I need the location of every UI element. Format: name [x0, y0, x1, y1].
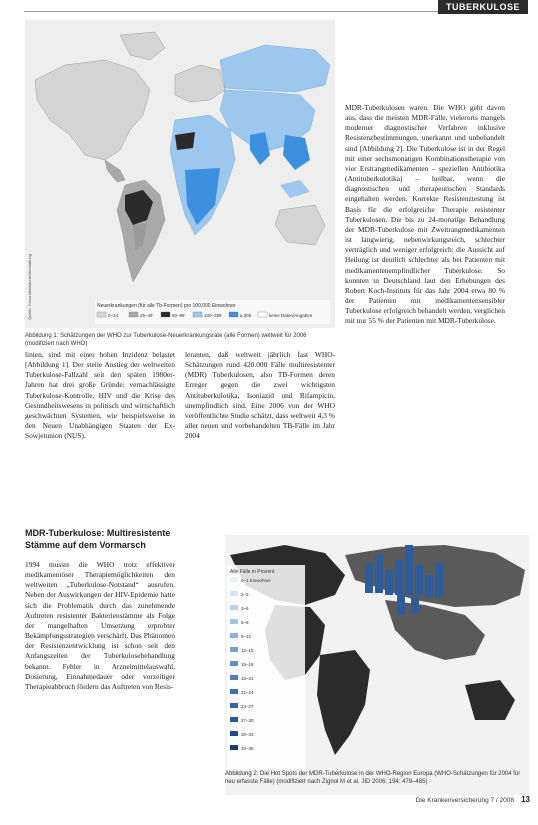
column-right-top [345, 103, 505, 498]
figure2-legend-bin: 18–21 [241, 676, 254, 681]
figure2-legend-bin: 15–18 [241, 662, 254, 667]
column-section2 [25, 560, 175, 792]
column-middle-top [185, 350, 335, 500]
figure2-legend-bin: 30–33 [241, 732, 254, 737]
figure1-legend-bin: 0–24 [108, 313, 119, 318]
figure2-legend-bin: 21–24 [241, 690, 254, 695]
figure1-caption: Abbildung 1: Schätzungen der WHO zur Tuberkulose-Neuerkrankungsrate (alle Formen) weltweit für 2006 (modifiziert nach WHO) [25, 333, 307, 347]
figure2-legend-bin: 0–1 Einwohner [241, 578, 272, 583]
figure2-legend-bin: 24–27 [241, 704, 254, 709]
paragraph: MDR-Tuberkulosen waren. Die WHO geht davon aus, dass die meisten MDR-Fälle, vielerorts mangels moderner diagnostischer Verfahren inklusive Resistenzbestimmungen, unerkannt und unbehandelt sind [Abbildung 2]. Die Tuberkulose ist in der Regel mit einer sechsmonatigen Kombinationstherapie von vier Erstrangmedikamenten – speziellen Antibiotika (Antituberkulotika) – heilbar, wenn die diagnostischen und therapeutischen Standards eingehalten werden. Korrekte Resistenztestung ist Basis für die erfolgreiche Therapie resistenter Tuberkulosen. Die bis zu 24-monatige Behandlung der MDR-Tuberkulose mit Zweitrangmedikamenten ist langwierig, nebenwirkungsreich, schlechter verträglich und weniger erfolgreich: die Aussicht auf Heilung ist deutlich schlechter als bei Patienten mit medikamentenempfindlicher Tuberkulose. So konnten in Deutschland laut den Erhebungen des Robert Koch-Instituts für das Jahr 2004 etwa 80 % der Patienten mit medikamentensensibler Tuberkulose erfolgreich behandelt werden, verglichen mit nur 55 % der Patienten mit MDR-Tuberkulose. [345, 103, 505, 326]
figure1-legend-bin: keine Daten/Angaben [269, 313, 313, 318]
figure2-legend-bin: 3–6 [241, 606, 249, 611]
column-left-top [25, 350, 175, 500]
figure2-legend-bin: 27–30 [241, 718, 254, 723]
figure2-legend-bin: 6–9 [241, 620, 249, 625]
section2-heading: MDR-Tuberkulose: Multiresistente Stämme auf dem Vormarsch [25, 528, 171, 550]
paragraph: linien, sind mit einer hohen Inzidenz belastet [Abbildung 1]. Der steile Anstieg der weltweiten Tuberkulose-Fallzahl seit den späten 1980er-Jahren hat drei große Gründe: vernachlässigte Tuberkulose-Kontrolle, HIV und die Krise des Gesundheitswesens in politisch und wirtschaftlich geschwächten Systemen, wie beispielsweise in den Neuen Unabhängigen Staaten der Ex-Sowjetunion (NUS). [25, 350, 175, 441]
page-number: 13 [521, 795, 530, 804]
figure2-caption: Abbildung 2: Die Hot Spots der MDR-Tuberkulose in der WHO-Region Europa (WHO-Schätzungen für 2004 für neu erfasste Fälle) (modifiziert nach Zignol M et al. JID 2006; 194: 479–485) [225, 771, 521, 785]
figure1-legend-bin: ≥ 300 [240, 313, 252, 318]
page-footer [0, 795, 538, 808]
figure2-legend-bin: 33–36 [241, 746, 254, 751]
section-tab: TUBERKULOSE [438, 0, 528, 14]
page-header [0, 0, 538, 12]
figure1-legend [97, 312, 313, 318]
paragraph: 1994 musste die WHO trotz effektiver medikamentöser Therapiemöglichkeiten den weltweiten „Tuberkulose-Notstand“ ausrufen. Neben der Auswirkungen der HIV-Epidemie hatte sich die Problematik durch das zunehmende Auftreten resistenter Bakterienstämme als Folge der mangelhaften Umsetzung erprobter Bekämpfungsstrategien verschärft. Das Phänomen der Resistenzentwicklung ist schon seit den Anfangszeiten der Tuberkulosebehandlung bekannt. Fehler in Arzneimittelauswahl, Dosierung, Einnahmedauer oder vorzeitiger Therapieabbruch fördern das Auftreten von Resis- [25, 560, 175, 691]
paragraph: leranten, daß weltweit jährlich fast WHO-Schätzungen rund 420.000 Fälle multiresistenter (MDR) Tuberkulosen, also TB-Formen deren Erreger gegen die zwei wichtigsten Antituberkulotika, Isoniazid und Rifampicin, unempfindlich sind. Eine 2006 von der WHO veröffentlichte Studie schätzt, dass weltweit 4,3 % aller neuen und vorbehandelten TB-Fälle im Jahr 2004 [185, 350, 335, 441]
figure2-legend-bin: 12–15 [241, 648, 254, 653]
figure1-legend-bin: 50–99 [172, 313, 185, 318]
journal-name: Die Krankenversicherung 7 / 2008 [415, 797, 514, 804]
figure2-legend-title: Alle Fälle in Prozent [230, 569, 275, 575]
figure2-legend-bin: 9–12 [241, 634, 252, 639]
figure1-legend-title: Neuerkrankungen (für alle Tb-Formen) pro 100.000 Einwohner [97, 303, 236, 309]
figure2-legend-bin: 2–3 [241, 592, 249, 597]
figure1-legend-bin: 100–299 [204, 313, 222, 318]
world-map-svg [25, 20, 335, 328]
figure1-legend-bin: 25–49 [140, 313, 153, 318]
figure1-world-map [25, 20, 335, 328]
figure1-credit: Quelle: Gesundheitsberichterstattung [27, 253, 32, 320]
